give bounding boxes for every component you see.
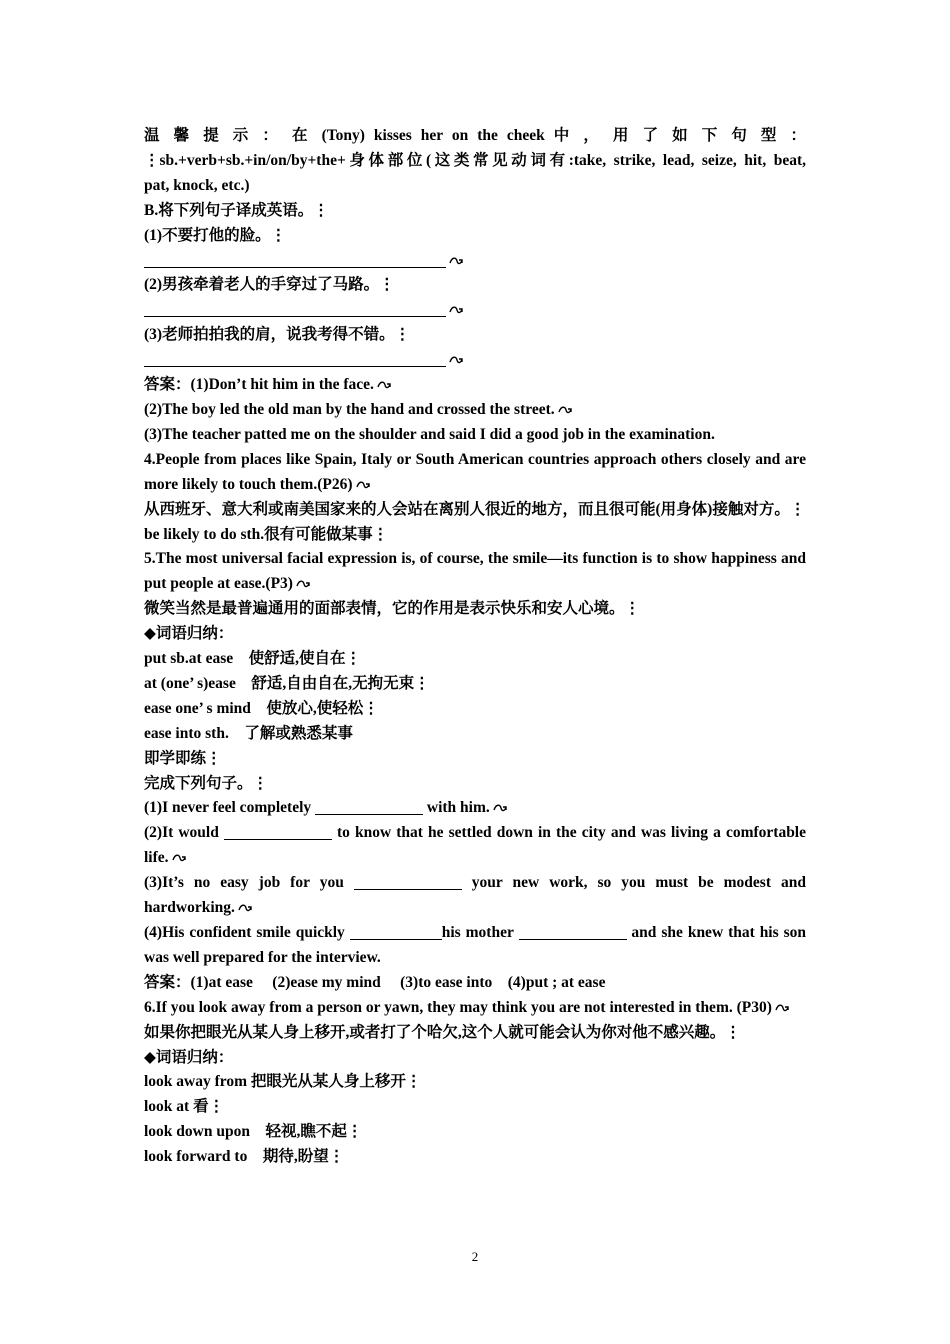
practice-instruction: 完成下列句子。⋮ — [144, 774, 269, 792]
answer-text: (1)Don’t hit him in the face. — [190, 376, 374, 394]
section-b-heading: B.将下列句子译成英语。⋮ — [144, 201, 329, 219]
vocab-entry: ease one’ s mind 使放心,使轻松⋮ — [144, 699, 379, 717]
item-5-english — [144, 547, 806, 597]
item-4-note: be likely to do sth.很有可能做某事⋮ — [144, 525, 389, 543]
link-mark-icon — [448, 256, 464, 266]
translation-item-1: (1)不要打他的脸。⋮ — [144, 226, 287, 244]
vocab-heading: ◆词语归纳： — [144, 625, 234, 643]
item-6-chinese: 如果你把眼光从某人身上移开,或者打了个哈欠,这个人就可能会认为你对他不感兴趣。⋮ — [144, 1023, 741, 1041]
item-4-english — [144, 448, 806, 498]
answer-line-2 — [144, 298, 806, 323]
question-text: with him. — [423, 799, 490, 817]
link-mark-icon — [376, 380, 392, 390]
question-text: (2)It would — [144, 824, 224, 842]
vocab-entry: look away from 把眼光从某人身上移开⋮ — [144, 1073, 422, 1091]
link-mark-icon — [774, 1003, 790, 1013]
practice-answer: 答案：(1)at ease (2)ease my mind (3)to ease into (4)put ; at ease — [144, 973, 606, 991]
practice-q1 — [144, 796, 806, 821]
practice-q4 — [144, 921, 806, 971]
question-text: to know that he settled down in the city and was living a comfortable life. — [144, 824, 806, 867]
answer-key-3: (3)The teacher patted me on the shoulder and said I did a good job in the examination. — [144, 425, 715, 443]
vocab-entry: look down upon 轻视,瞧不起⋮ — [144, 1123, 363, 1141]
translation-item-3: (3)老师拍拍我的肩，说我考得不错。⋮ — [144, 326, 411, 344]
tip-line-1: 温 馨 提 示 ： 在 (Tony) kisses her on the cheek 中 ， 用 了 如 下 句 型 ： — [144, 127, 806, 144]
answer-blank[interactable] — [144, 350, 446, 367]
link-mark-icon — [448, 305, 464, 315]
document-body — [144, 124, 806, 1170]
link-mark-icon — [295, 579, 311, 589]
item-5-chinese: 微笑当然是最普遍通用的面部表情，它的作用是表示快乐和安人心境。⋮ — [144, 600, 641, 618]
practice-q2 — [144, 821, 806, 871]
fill-blank[interactable] — [350, 923, 442, 940]
vocab-entry: at (one’ s)ease 舒适,自由自在,无拘无束⋮ — [144, 674, 430, 692]
page-number: 2 — [471, 1249, 479, 1264]
answer-prefix: 答案： — [144, 376, 191, 394]
sentence-text: 6.If you look away from a person or yawn, they may think you are not interested in them. (P30) — [144, 998, 772, 1016]
vocab-entry: ease into sth. 了解或熟悉某事 — [144, 724, 353, 742]
sentence-text: 5.The most universal facial expression is, of course, the smile—its function is to show happiness and put people at ease.(P3) — [144, 550, 806, 593]
answer-line-1 — [144, 249, 806, 274]
fill-blank[interactable] — [354, 873, 462, 890]
vocab-entry: look forward to 期待,盼望⋮ — [144, 1148, 345, 1166]
link-mark-icon — [557, 405, 573, 415]
fill-blank[interactable] — [224, 823, 332, 840]
link-mark-icon — [237, 903, 253, 913]
question-text: (1)I never feel completely — [144, 799, 316, 817]
answer-text: (2)The boy led the old man by the hand and crossed the street. — [144, 400, 555, 418]
answer-key-2 — [144, 398, 806, 423]
sentence-text: 4.People from places like Spain, Italy or South American countries approach others closely and are more likely to touch them.(P26) — [144, 450, 806, 493]
question-text: (4)His confident smile quickly — [144, 924, 350, 941]
question-text: his mother — [441, 924, 519, 941]
answer-blank[interactable] — [144, 300, 446, 317]
link-mark-icon — [355, 480, 371, 490]
tip-line-2: ⋮sb.+verb+sb.+in/on/by+the+身体部位(这类常见动词有:take, strike, lead, seize, hit, beat, — [144, 151, 806, 169]
item-4-chinese: 从西班牙、意大利或南美国家来的人会站在离别人很近的地方，而且很可能(用身体)接触对方。⋮ — [144, 500, 806, 518]
link-mark-icon — [448, 355, 464, 365]
question-text: (3)It’s no easy job for you — [144, 874, 354, 892]
answer-key-1 — [144, 373, 806, 398]
answer-line-3 — [144, 348, 806, 373]
vocab-entry: look at 看⋮ — [144, 1098, 225, 1116]
practice-q3 — [144, 871, 806, 921]
link-mark-icon — [492, 803, 508, 813]
fill-blank[interactable] — [315, 798, 423, 815]
question-text: and she knew that his son was well prepared for the interview. — [144, 924, 806, 966]
link-mark-icon — [171, 853, 187, 863]
practice-heading: 即学即练⋮ — [144, 749, 222, 767]
tip-line-3: pat, knock, etc.) — [144, 176, 250, 194]
fill-blank[interactable] — [519, 923, 627, 940]
vocab-entry: put sb.at ease 使舒适,使自在⋮ — [144, 650, 362, 668]
item-6-english — [144, 996, 806, 1021]
vocab-heading: ◆词语归纳： — [144, 1048, 234, 1066]
answer-blank[interactable] — [144, 251, 446, 268]
translation-item-2: (2)男孩牵着老人的手穿过了马路。⋮ — [144, 276, 395, 294]
question-text: your new work, so you must be modest and hardworking. — [144, 874, 806, 917]
